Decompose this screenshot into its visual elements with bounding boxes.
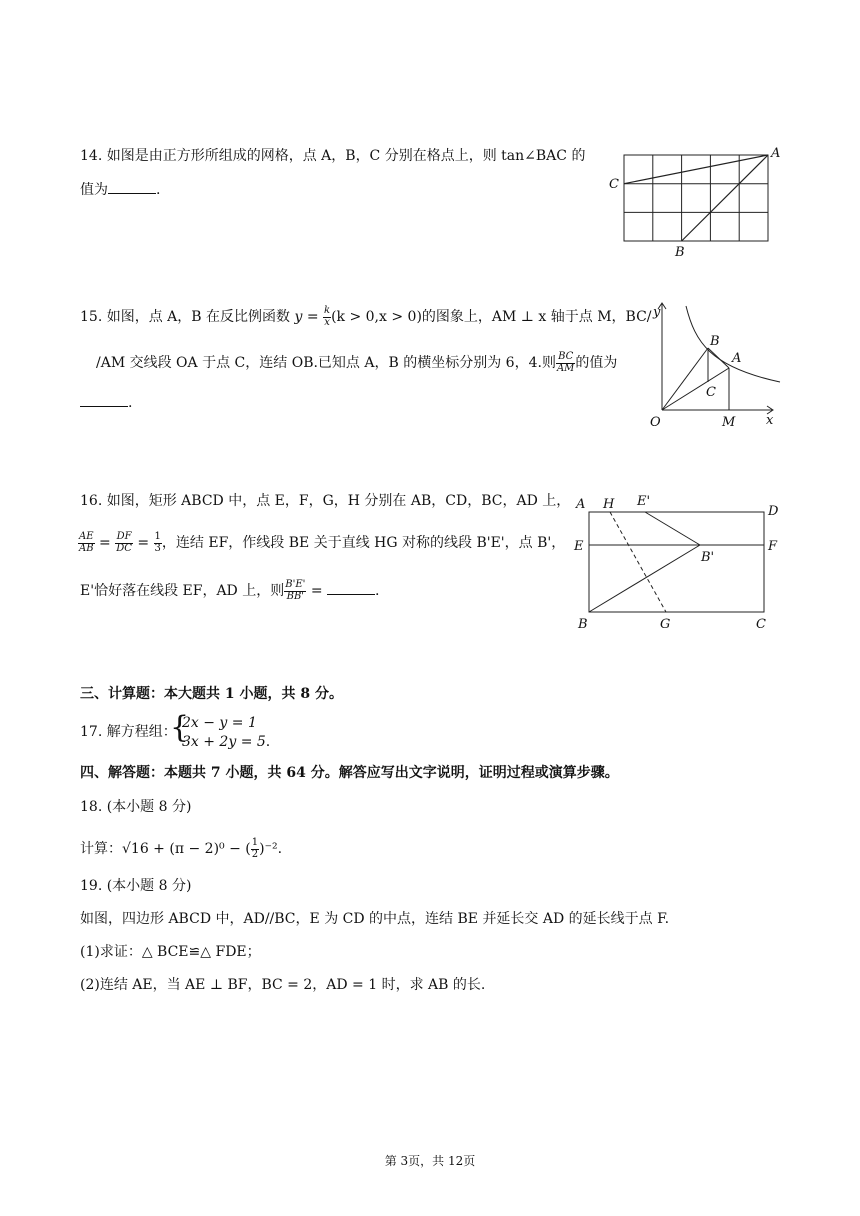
frac-num: BC bbox=[556, 352, 575, 364]
q15-condition: (k > 0,x > 0)的图象上，AM ⊥ x 轴于点 M，BC/ bbox=[331, 309, 652, 325]
q18-expression bbox=[80, 838, 282, 860]
answer-blank bbox=[327, 582, 375, 595]
line-hg-dashed bbox=[610, 512, 666, 612]
fraction-bc-am bbox=[556, 352, 575, 374]
label-c: C bbox=[609, 177, 619, 192]
label-e-prime: E' bbox=[637, 494, 651, 509]
hyperbola-curve bbox=[686, 306, 780, 382]
label-o: O bbox=[650, 415, 661, 430]
page-footer: 第 3页，共 12页 bbox=[384, 1154, 476, 1168]
equals: = bbox=[306, 583, 328, 599]
frac-num: AE bbox=[79, 531, 94, 542]
frac-den: AB bbox=[79, 542, 94, 554]
q17-equation-1: 2x − y = 1 bbox=[182, 715, 257, 731]
q15-function-figure bbox=[640, 292, 790, 432]
frac-den: x bbox=[324, 316, 330, 328]
answer-blank bbox=[80, 394, 128, 407]
label-m: M bbox=[722, 415, 736, 430]
q16-rectangle-figure bbox=[568, 488, 788, 634]
segment-ca bbox=[624, 155, 768, 184]
label-h: H bbox=[603, 497, 615, 512]
frac-den: BB' bbox=[286, 590, 305, 602]
label-d: D bbox=[768, 504, 779, 519]
q15-text-a: 15. 如图，点 A，B 在反比例函数 bbox=[80, 309, 295, 325]
segment-ob bbox=[662, 348, 708, 410]
q15-text-c: 的值为 bbox=[575, 355, 618, 371]
frac-num: DF bbox=[116, 531, 132, 542]
fraction-ae-ab bbox=[78, 532, 95, 554]
label-a: A bbox=[732, 351, 742, 366]
q14-grid-figure bbox=[600, 140, 790, 265]
section-3-heading: 三、计算题：本大题共 1 小题，共 8 分。 bbox=[80, 686, 343, 702]
q16-line1: 16. 如图，矩形 ABCD 中，点 E，F，G，H 分别在 AB，CD，BC，AD 上， bbox=[80, 493, 571, 509]
label-b: B bbox=[578, 617, 588, 632]
fraction-one-half bbox=[251, 838, 259, 860]
segment-ba bbox=[682, 155, 768, 241]
label-b: B bbox=[710, 334, 720, 349]
label-f: F bbox=[768, 539, 778, 554]
segment-oa bbox=[662, 368, 729, 410]
calc-prefix: 计算： bbox=[80, 841, 122, 857]
equals: = bbox=[132, 535, 154, 551]
frac-num: B'E' bbox=[285, 579, 306, 590]
q15-text-b: /AM 交线段 OA 于点 C，连结 OB.已知点 A，B 的横坐标分别为 6，4.则 bbox=[96, 355, 556, 371]
label-y: y bbox=[653, 305, 661, 320]
frac-den: 2 bbox=[251, 848, 259, 860]
q16-end: . bbox=[375, 583, 380, 599]
segment-ba bbox=[708, 348, 729, 368]
expression-main: √16 + (π − 2)⁰ − ( bbox=[122, 841, 251, 857]
frac-num: 1 bbox=[251, 837, 259, 848]
q17-prefix: 17. 解方程组： bbox=[80, 724, 177, 740]
fraction-one-third bbox=[154, 532, 162, 554]
q19-part-2: (2)连结 AE，当 AE ⊥ BF，BC = 2，AD = 1 时，求 AB 的长. bbox=[80, 977, 486, 993]
label-b-prime: B' bbox=[701, 550, 715, 565]
eq2-end: . bbox=[265, 734, 271, 750]
q19-part-1: (1)求证：△ BCE≌△ FDE； bbox=[80, 944, 261, 960]
equals: = bbox=[94, 535, 116, 551]
label-g: G bbox=[660, 617, 671, 632]
label-b: B bbox=[675, 245, 685, 260]
q16-text-c: E'恰好落在线段 EF，AD 上，则 bbox=[80, 583, 285, 599]
q14-line1: 14. 如图是由正方形所组成的网格，点 A，B，C 分别在格点上，则 tan∠BAC 的 bbox=[80, 148, 586, 164]
label-e: E bbox=[574, 539, 584, 554]
expression-end: )⁻². bbox=[259, 841, 283, 857]
frac-num: 1 bbox=[154, 531, 161, 542]
q16-line2 bbox=[78, 532, 565, 554]
fraction-k-over-x bbox=[323, 306, 331, 328]
label-a: A bbox=[771, 146, 781, 161]
system-brace: { bbox=[170, 710, 190, 745]
section-4-heading: 四、解答题：本题共 7 小题，共 64 分。解答应写出文字说明，证明过程或演算步骤。 bbox=[80, 765, 619, 781]
grid-lines bbox=[624, 155, 768, 241]
q14-line2-text: 值为 bbox=[80, 182, 108, 198]
eq2-text: 3x + 2y = 5 bbox=[182, 734, 266, 750]
q18-heading: 18. (本小题 8 分) bbox=[80, 799, 192, 815]
label-c: C bbox=[706, 385, 716, 400]
label-c: C bbox=[756, 617, 766, 632]
q16-line3 bbox=[80, 580, 380, 602]
label-a: A bbox=[576, 497, 586, 512]
q15-line2 bbox=[96, 352, 617, 374]
answer-blank bbox=[108, 181, 156, 194]
q14-line2 bbox=[80, 181, 160, 197]
segment-bb2 bbox=[589, 545, 700, 612]
q15-func: y = bbox=[294, 309, 319, 325]
q15-end: . bbox=[128, 395, 133, 411]
q14-end: . bbox=[156, 182, 161, 198]
frac-den: AM bbox=[556, 362, 575, 374]
fraction-be-bb bbox=[284, 580, 306, 602]
frac-den: 3 bbox=[154, 542, 161, 554]
fraction-df-dc bbox=[115, 532, 133, 554]
q19-statement: 如图，四边形 ABCD 中，AD//BC，E 为 CD 的中点，连结 BE 并延长交 AD 的延长线于点 F. bbox=[80, 911, 670, 927]
frac-num: k bbox=[324, 305, 331, 316]
q19-heading: 19. (本小题 8 分) bbox=[80, 878, 192, 894]
segment-e2b2 bbox=[645, 512, 700, 545]
q15-line1 bbox=[80, 306, 652, 328]
label-x: x bbox=[766, 413, 774, 428]
rectangle-abcd bbox=[589, 512, 764, 612]
q16-text-b: ，连结 EF，作线段 BE 关于直线 HG 对称的线段 B'E'，点 B'， bbox=[161, 535, 566, 551]
q17-equation-2 bbox=[182, 735, 270, 749]
q15-line3 bbox=[80, 394, 132, 410]
frac-den: DC bbox=[116, 542, 132, 554]
